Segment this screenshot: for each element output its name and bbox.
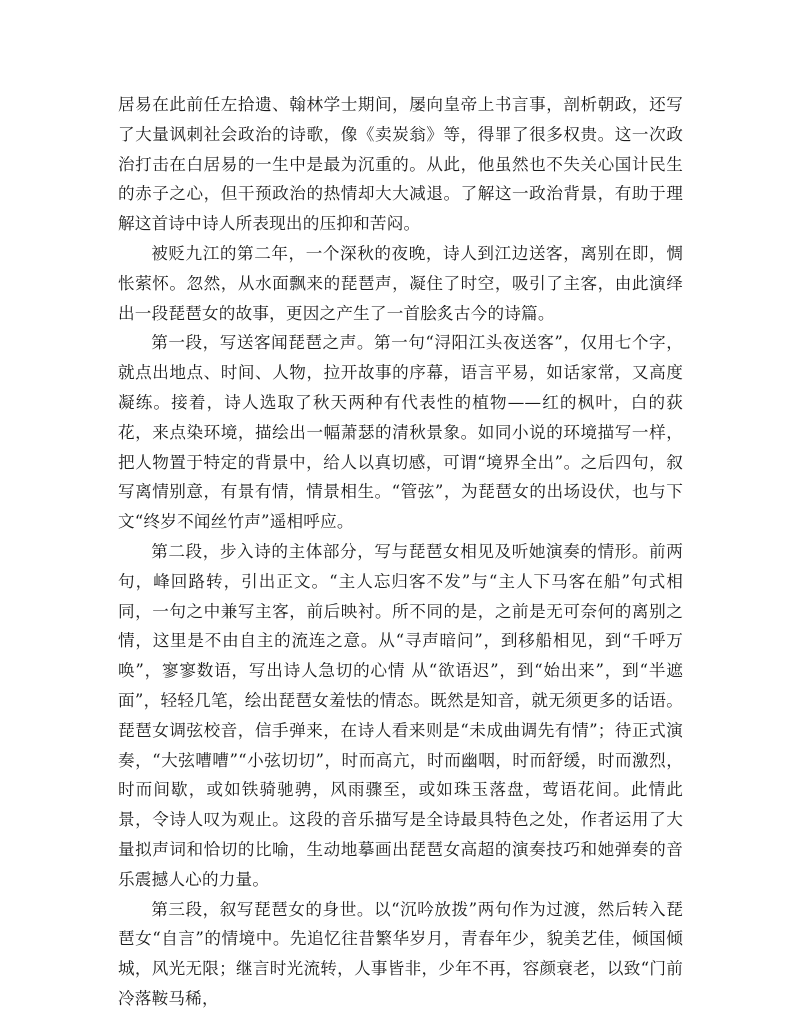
paragraph-4: 第二段，步入诗的主体部分，写与琵琶女相见及听她演奏的情形。前两句，峰回路转，引出正文。“主人忘归客不发”与“主人下马客在船”句式相同，一句之中兼写主客，前后映衬。所不同的是，之前是无可奈何的离别之情，这里是不由自主的流连之意。从“寻声暗问”，到移船相见，到“千呼万唤”，寥寥数语，写出诗人急切的心情 从“欲语迟”，到“始出来”，到“半遮面”，轻轻几笔，绘出琵琶女羞怯的情态。既然是知音，就无须更多的话语。琵琶女调弦校音，信手弹来，在诗人看来则是“未成曲调先有情”；待正式演奏，“大弦嘈嘈”“小弦切切”，时而高亢，时而幽咽，时而舒缓，时而激烈，时而间歇，或如铁骑驰骋，风雨骤至，或如珠玉落盘，莺语花间。此情此景，令诗人叹为观止。这段的音乐描写是全诗最具特色之处，作者运用了大量拟声词和恰切的比喻，生动地摹画出琵琶女高超的演奏技巧和她弹奏的音乐震撼人心的力量。 [118, 541, 683, 889]
paragraph-5: 第三段，叙写琵琶女的身世。以“沉吟放拨”两句作为过渡，然后转入琵琶女“自言”的情境中。先追忆往昔繁华岁月，青春年少，貌美艺佳，倾国倾城，风光无限；继言时光流转，人事皆非，少年不再，容颜衰老，以致“门前冷落鞍马稀， [118, 899, 683, 1008]
paragraph-1: 居易在此前任左拾遗、翰林学士期间，屡向皇帝上书言事，剖析朝政，还写了大量讽刺社会政治的诗歌，像《卖炭翁》等，得罪了很多权贵。这一次政治打击在白居易的一生中是最为沉重的。从此，他虽然也不失关心国计民生的赤子之心，但干预政治的热情却大大减退。了解这一政治背景，有助于理解这首诗中诗人所表现出的压抑和苦闷。 [118, 95, 683, 234]
paragraph-2: 被贬九江的第二年，一个深秋的夜晚，诗人到江边送客，离别在即，惆怅萦怀。忽然，从水面飘来的琵琶声，凝住了时空，吸引了主客，由此演绎出一段琵琶女的故事，更因之产生了一首脍炙古今的诗篇。 [118, 243, 683, 323]
paragraph-3: 第一段，写送客闻琵琶之声。第一句“浔阳江头夜送客”，仅用七个字，就点出地点、时间、人物，拉开故事的序幕，语言平易，如话家常，又高度凝练。接着，诗人选取了秋天两种有代表性的植物——红的枫叶，白的荻花，来点染环境，描绘出一幅萧瑟的清秋景象。如同小说的环境描写一样，把人物置于特定的背景中，给人以真切感，可谓“境界全出”。之后四句，叙写离情别意，有景有情，情景相生。“管弦”，为琵琶女的出场设伏，也与下文“终岁不闻丝竹声”遥相呼应。 [118, 333, 683, 532]
body-text [118, 90, 683, 1014]
